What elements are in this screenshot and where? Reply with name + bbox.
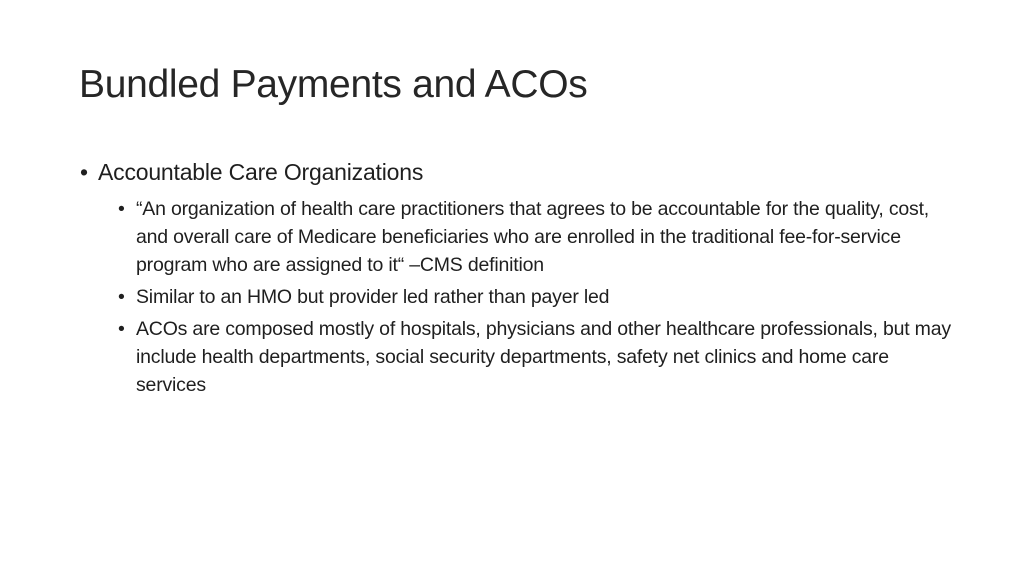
slide-content [80, 157, 960, 403]
sub-bullet-text: “An organization of health care practitioners that agrees to be accountable for the quality, cost, and overall care of Medicare beneficiaries who are enrolled in the traditional fee-for-service program who are assigned to it“ –CMS definition [136, 198, 930, 276]
sub-bullet-list [118, 195, 960, 399]
sub-bullet-item [118, 315, 960, 399]
main-bullet-item [80, 157, 960, 187]
slide-title: Bundled Payments and ACOs [79, 63, 588, 106]
sub-bullet-text: ACOs are composed mostly of hospitals, physicians and other healthcare professionals, but may include health departments, social security departments, safety net clinics and home care services [136, 318, 951, 396]
bullet-icon: • [118, 318, 125, 340]
sub-bullet-text: Similar to an HMO but provider led rather than payer led [136, 286, 610, 308]
sub-bullet-item [118, 195, 960, 279]
bullet-icon: • [118, 286, 125, 308]
bullet-icon: • [80, 159, 88, 185]
bullet-icon: • [118, 198, 125, 220]
main-bullet-text: Accountable Care Organizations [98, 159, 424, 185]
sub-bullet-item [118, 283, 960, 311]
